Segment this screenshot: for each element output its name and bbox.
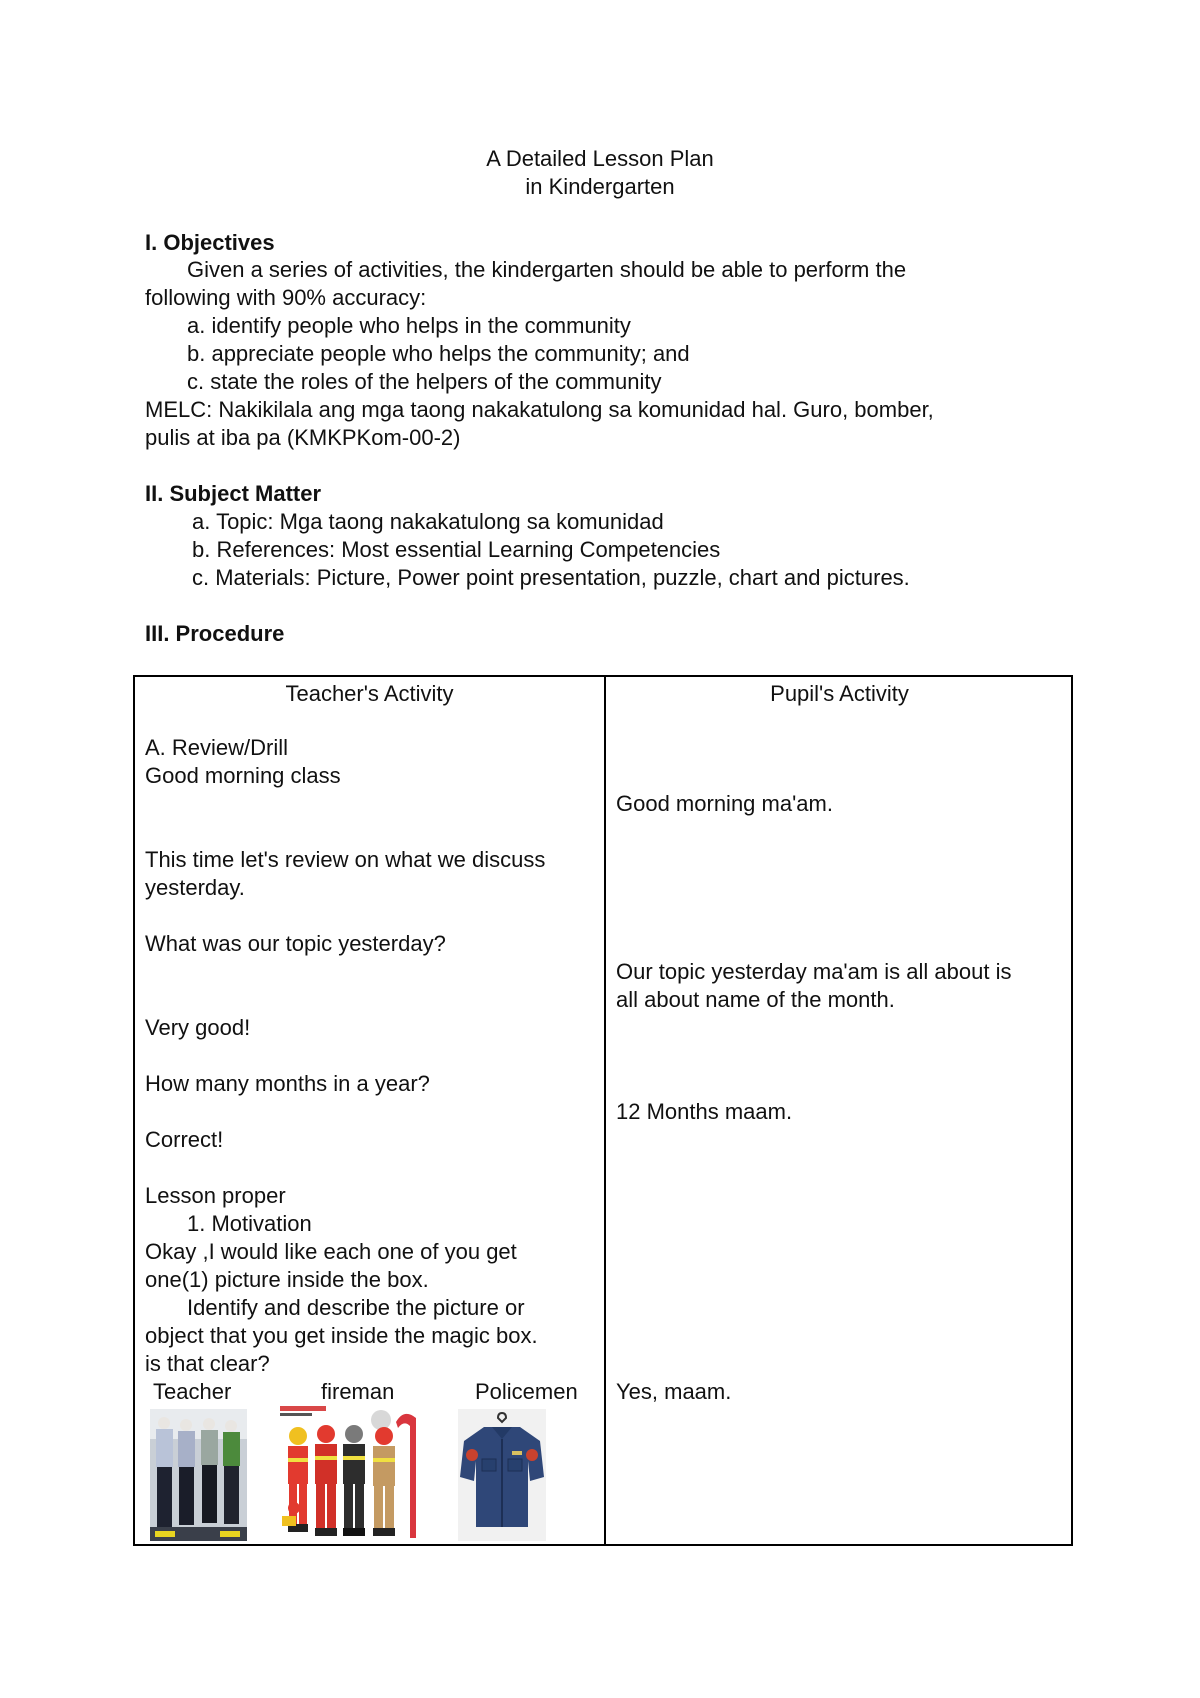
objectives-intro-line2: following with 90% accuracy: — [145, 285, 427, 310]
teacher-line: Correct! — [145, 1127, 224, 1152]
document-title: A Detailed Lesson Plan — [486, 146, 714, 171]
objective-item: b. appreciate people who helps the community; and — [187, 341, 690, 366]
objective-item: a. identify people who helps in the community — [187, 313, 631, 338]
subject-matter-item: c. Materials: Picture, Power point presentation, puzzle, chart and pictures. — [192, 565, 910, 590]
subject-matter-heading: II. Subject Matter — [145, 481, 322, 506]
teacher-line: Lesson proper — [145, 1183, 286, 1208]
objectives-intro-line1: Given a series of activities, the kindergarten should be able to perform the — [187, 257, 907, 282]
teacher-line: What was our topic yesterday? — [145, 931, 446, 956]
pupil-line: 12 Months maam. — [616, 1099, 793, 1124]
picture-label-fireman: fireman — [321, 1379, 395, 1404]
teacher-line: is that clear? — [145, 1351, 270, 1376]
subject-matter-item: a. Topic: Mga taong nakakatulong sa komunidad — [192, 509, 664, 534]
teacher-line: one(1) picture inside the box. — [145, 1267, 429, 1292]
objectives-heading: I. Objectives — [145, 230, 275, 255]
teacher-line: Very good! — [145, 1015, 251, 1040]
pupil-activity-header: Pupil's Activity — [770, 681, 909, 706]
teacher-activity-header: Teacher's Activity — [285, 681, 454, 706]
teacher-line: 1. Motivation — [187, 1211, 312, 1236]
melc-line1: MELC: Nakikilala ang mga taong nakakatulong sa komunidad hal. Guro, bomber, — [145, 397, 934, 422]
objective-item: c. state the roles of the helpers of the community — [187, 369, 662, 394]
column-divider — [604, 677, 606, 1544]
procedure-heading: III. Procedure — [145, 621, 285, 646]
picture-label-policemen: Policemen — [475, 1379, 578, 1404]
teacher-line: Good morning class — [145, 763, 341, 788]
teacher-line: Okay ,I would like each one of you get — [145, 1239, 517, 1264]
pupil-line: Our topic yesterday ma'am is all about is — [616, 959, 1012, 984]
teacher-line: This time let's review on what we discuss — [145, 847, 546, 872]
teacher-line: How many months in a year? — [145, 1071, 430, 1096]
picture-label-teacher: Teacher — [153, 1379, 232, 1404]
procedure-table — [133, 675, 1073, 1546]
police-uniform-picture — [458, 1409, 546, 1541]
teacher-line: object that you get inside the magic box. — [145, 1323, 538, 1348]
teacher-line: yesterday. — [145, 875, 245, 900]
fireman-picture — [278, 1404, 428, 1542]
pupil-line: Yes, maam. — [616, 1379, 732, 1404]
teacher-uniform-picture — [150, 1409, 247, 1541]
subject-matter-item: b. References: Most essential Learning Competencies — [192, 537, 721, 562]
teacher-line: Identify and describe the picture or — [187, 1295, 525, 1320]
document-subtitle: in Kindergarten — [525, 174, 675, 199]
teacher-line: A. Review/Drill — [145, 735, 289, 760]
pupil-line: Good morning ma'am. — [616, 791, 833, 816]
pupil-line: all about name of the month. — [616, 987, 895, 1012]
melc-line2: pulis at iba pa (KMKPKom-00-2) — [145, 425, 461, 450]
